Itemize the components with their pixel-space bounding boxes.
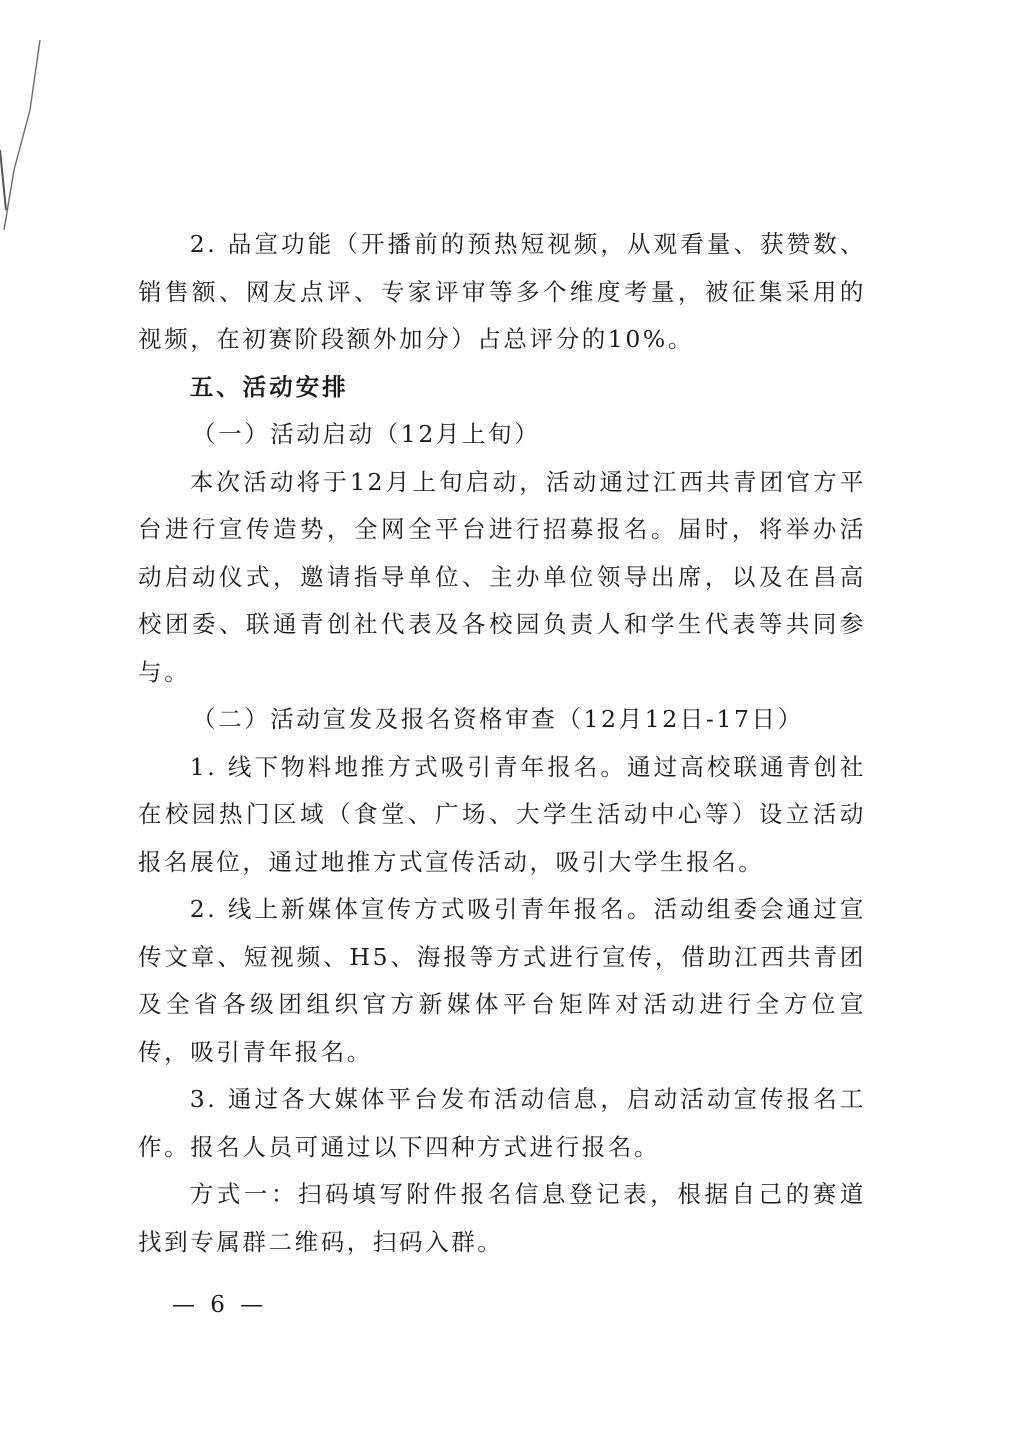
subheading-promotion-registration: （二）活动宣发及报名资格审查（12月12日-17日） <box>192 705 804 733</box>
paragraph-online-promotion: 2. 线上新媒体宣传方式吸引青年报名。活动组委会通过宣传文章、短视频、H5、海报等方式进行宣传，借助江西共青团及全省各级团组织官方新媒体平台矩阵对活动进行全方位宣传，吸引青年报名。 <box>138 895 866 1066</box>
section-heading-activity-schedule: 五、活动安排 <box>189 372 349 401</box>
paragraph-method-one: 方式一：扫码填写附件报名信息登记表，根据自己的赛道找到专属群二维码，扫码入群。 <box>138 1180 866 1256</box>
paragraph-media-release: 3. 通过各大媒体平台发布活动信息，启动活动宣传报名工作。报名人员可通过以下四种方式进行报名。 <box>138 1085 866 1161</box>
page-number: — 6 — <box>172 1292 268 1318</box>
subheading-activity-launch: （一）活动启动（12月上旬） <box>192 420 541 448</box>
paragraph-offline-promotion: 1. 线下物料地推方式吸引青年报名。通过高校联通青创社在校园热门区域（食堂、广场、大学生活动中心等）设立活动报名展位，通过地推方式宣传活动，吸引大学生报名。 <box>138 752 866 876</box>
paragraph-brand-promotion: 2. 品宣功能（开播前的预热短视频，从观看量、获赞数、销售额、网友点评、专家评审等多个维度考量，被征集采用的视频，在初赛阶段额外加分）占总评分的10%。 <box>138 230 866 353</box>
document-body <box>138 221 866 1266</box>
scan-edge-mark <box>0 0 60 1447</box>
paragraph-launch-details: 本次活动将于12月上旬启动，活动通过江西共青团官方平台进行宣传造势，全网全平台进行招募报名。届时，将举办活动启动仪式，邀请指导单位、主办单位领导出席，以及在昌高校团委、联通青创社代表及各校园负责人和学生代表等共同参与。 <box>138 467 866 686</box>
